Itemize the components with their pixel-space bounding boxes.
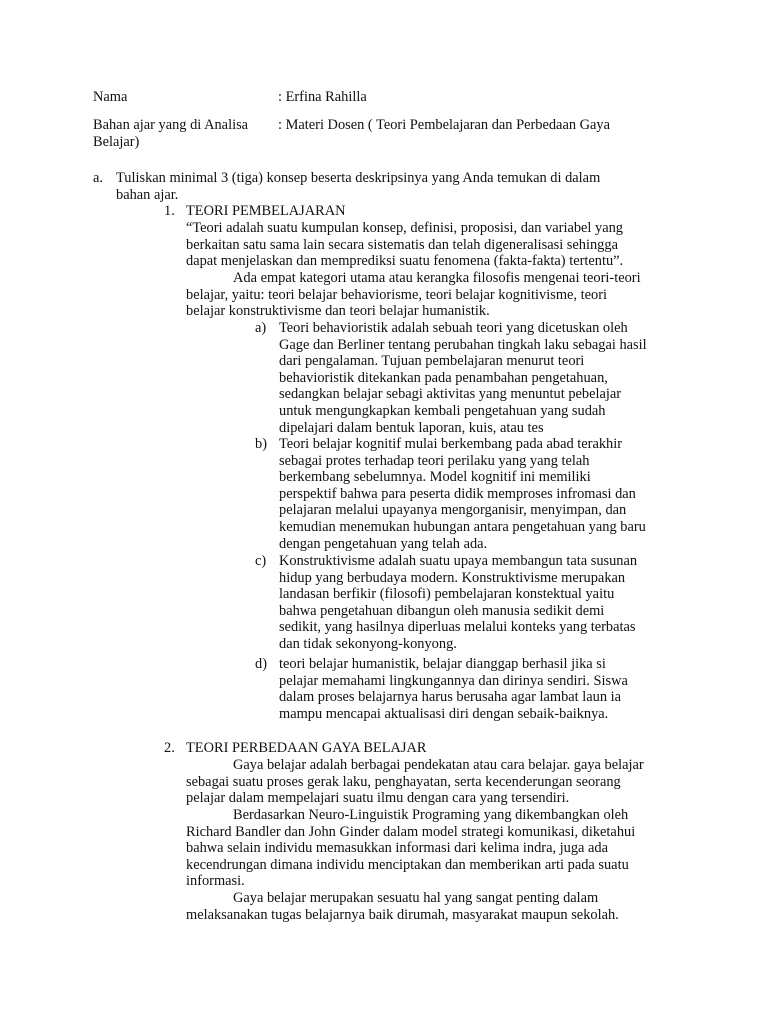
name-value: : Erfina Rahilla <box>278 89 367 105</box>
paragraph-line: pelajar dalam mempelajari suatu ilmu dengan cara yang tersendiri. <box>186 790 570 807</box>
item-line: dari pengalaman. Tujuan pembelajaran menurut teori <box>279 353 585 370</box>
section-1-paragraph <box>186 270 686 320</box>
item-line: pelajaran melalui upayanya mengorganisir, menyimpan, dan <box>279 502 627 519</box>
paragraph-line: melaksanakan tugas belajarnya baik dirumah, masyarakat maupun sekolah. <box>186 906 619 923</box>
section-1-number: 1. <box>164 203 175 219</box>
question-a-marker: a. <box>93 170 103 186</box>
item-line: Gage dan Berliner tentang perubahan tingkah laku sebagai hasil <box>279 336 647 353</box>
quote-line: dapat menjelaskan dan memprediksi suatu fenomena (fakta-fakta) tertentu”. <box>186 253 624 270</box>
item-line: Teori behavioristik adalah sebuah teori yang dicetuskan oleh <box>279 320 628 336</box>
section-2-paragraph-1 <box>186 757 686 807</box>
item-line: dalam proses belajarnya harus berusaha agar lambat laun ia <box>279 689 622 706</box>
paragraph-line: belajar konstruktivisme dan teori belajar humanistik. <box>186 303 490 320</box>
section-1-quote <box>186 220 686 270</box>
paragraph-line: belajar, yaitu: teori belajar behaviorisme, teori belajar kognitivisme, teori <box>186 286 607 303</box>
material-label-line: Belajar) <box>93 133 140 150</box>
section-1-title: TEORI PEMBELAJARAN <box>186 203 346 219</box>
item-line: Teori belajar kognitif mulai berkembang pada abad terakhir <box>279 436 623 452</box>
item-text <box>279 553 689 653</box>
paragraph-line: bahwa selain individu memasukkan informasi dari kelima indra, juga ada <box>186 840 609 857</box>
section-2-paragraph-3 <box>186 890 686 923</box>
paragraph-line: Richard Bandler dan John Ginder dalam model strategi komunikasi, diketahui <box>186 823 636 840</box>
quote-line: “Teori adalah suatu kumpulan konsep, definisi, proposisi, dan variabel yang <box>186 220 623 236</box>
item-line: berkembang sebelumnya. Model kognitif ini memiliki <box>279 469 591 486</box>
item-marker: a) <box>255 320 267 336</box>
item-line: dipelajari dalam bentuk laporan, kuis, atau tes <box>279 419 544 436</box>
item-line: perspektif bahwa para peserta didik memproses infromasi dan <box>279 485 636 502</box>
item-line: mampu mencapai aktualisasi diri dengan sebaik-baiknya. <box>279 705 609 722</box>
paragraph-line: Ada empat kategori utama atau kerangka filosofis mengenai teori-teori <box>233 270 641 286</box>
item-line: kemudian menemukan hubungan antara pengetahuan yang baru <box>279 518 646 535</box>
paragraph-line: sebagai suatu proses gerak laku, penghayatan, serta kecenderungan seorang <box>186 773 621 790</box>
paragraph-line: informasi. <box>186 873 245 890</box>
question-line: Tuliskan minimal 3 (tiga) konsep beserta deskripsinya yang Anda temukan di dalam <box>116 170 601 186</box>
quote-line: berkaitan satu sama lain secara sistematis dan telah digeneralisasi sehingga <box>186 236 618 253</box>
material-label <box>93 117 278 150</box>
item-line: sedikit, yang hasilnya diperluas melalui konteks yang terbatas <box>279 619 636 636</box>
item-line: sedangkan belajar sebagi aktivitas yang menuntut pebelajar <box>279 386 622 403</box>
section-2-number: 2. <box>164 740 175 756</box>
item-line: untuk mengungkapkan kembali pengetahuan yang sudah <box>279 402 606 419</box>
name-label: Nama <box>93 89 128 105</box>
item-text <box>279 436 689 552</box>
paragraph-line: Gaya belajar merupakan sesuatu hal yang sangat penting dalam <box>233 890 599 906</box>
item-line: dan tidak sekonyong-konyong. <box>279 635 457 652</box>
item-line: dengan pengetahuan yang telah ada. <box>279 535 488 552</box>
item-marker: d) <box>255 656 267 672</box>
paragraph-line: Gaya belajar adalah berbagai pendekatan atau cara belajar. gaya belajar <box>233 757 644 773</box>
item-marker: c) <box>255 553 267 569</box>
item-line: behavioristik ditekankan pada penambahan pengetahuan, <box>279 369 608 386</box>
question-line: bahan ajar. <box>116 186 179 203</box>
paragraph-line: Berdasarkan Neuro-Linguistik Programing yang dikembangkan oleh <box>233 807 629 823</box>
item-text <box>279 656 689 722</box>
section-2-paragraph-2 <box>186 807 686 890</box>
item-text <box>279 320 689 436</box>
paragraph-line: kecendrungan dimana individu menciptakan dan memberikan arti pada suatu <box>186 856 629 873</box>
item-line: sebagai protes terhadap teori perilaku yang yang telah <box>279 452 590 469</box>
material-label-line: Bahan ajar yang di Analisa <box>93 117 249 133</box>
item-line: hidup yang berbudaya modern. Konstruktivisme merupakan <box>279 569 626 586</box>
item-marker: b) <box>255 436 267 452</box>
item-line: teori belajar humanistik, belajar dianggap berhasil jika si <box>279 656 606 672</box>
item-line: landasan berfikir (filosofi) pembelajaran konstektual yaitu <box>279 586 615 603</box>
item-line: bahwa pengetahuan dibangun oleh manusia sedikit demi <box>279 602 605 619</box>
question-a-text <box>116 170 656 203</box>
section-2-title: TEORI PERBEDAAN GAYA BELAJAR <box>186 740 427 756</box>
item-line: pelajar memahami lingkungannya dan dirinya sendiri. Siswa <box>279 672 628 689</box>
material-value: : Materi Dosen ( Teori Pembelajaran dan Perbedaan Gaya <box>278 117 610 133</box>
item-line: Konstruktivisme adalah suatu upaya membangun tata susunan <box>279 553 638 569</box>
